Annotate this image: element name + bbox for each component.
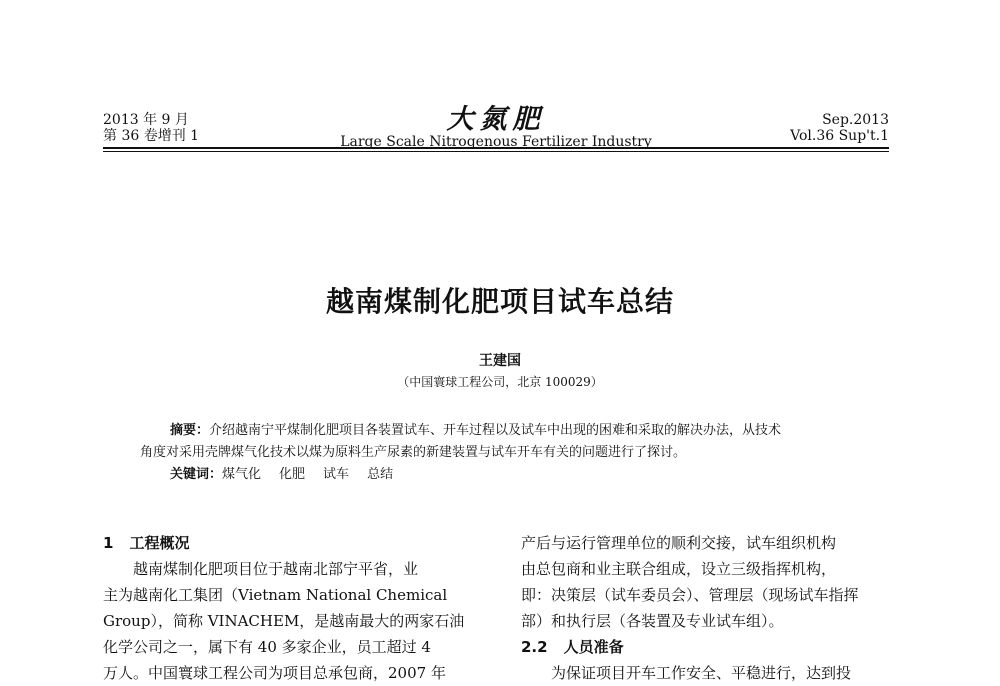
volume-en: Vol.36 Sup't.1: [790, 128, 889, 144]
body-line: 主为越南化工集团（Vietnam National Chemical: [103, 586, 448, 604]
body-line: 即：决策层（试车委员会）、管理层（现场试车指挥: [521, 586, 859, 604]
subsection-heading: [521, 634, 906, 660]
journal-masthead: [103, 106, 889, 150]
keyword: 总结: [367, 467, 394, 482]
abstract-line-2: 角度对采用壳牌煤气化技术以煤为原料生产尿素的新建装置与试车开车有关的问题进行了探讨。: [140, 445, 687, 460]
issue-date-en: Sep.2013: [822, 112, 889, 128]
body-line: 越南煤制化肥项目位于越南北部宁平省，业: [133, 560, 419, 578]
keywords-label: 关键词：: [170, 467, 223, 482]
body-line: 为保证项目开车工作安全、平稳进行，达到投: [551, 664, 852, 682]
volume-cn: 第 36 卷增刊 1: [103, 128, 200, 144]
abstract-text-1: 介绍越南宁平煤制化肥项目各装置试车、开车过程以及试车中出现的困难和采取的解决办法，从技术: [209, 423, 782, 438]
header-rule-thin: [103, 151, 889, 152]
subsection-number: 2.2: [521, 638, 548, 656]
body-line: 万人。中国寰球工程公司为项目总承包商，2007 年: [103, 664, 446, 682]
header-right: [790, 112, 889, 144]
abstract-block: [140, 420, 860, 486]
body-line: Group），简称 VINACHEM，是越南最大的两家石油: [103, 612, 465, 630]
body-line: 由总包商和业主联合组成，设立三级指挥机构，: [521, 560, 837, 578]
section-title: 工程概况: [129, 534, 190, 552]
keywords-line: [170, 464, 860, 486]
subsection-title: 人员准备: [563, 638, 624, 656]
body-line: 产后与运行管理单位的顺利交接，试车组织机构: [521, 534, 837, 552]
section-heading: [103, 530, 488, 556]
abstract-line-1: [140, 420, 860, 442]
keyword: 试车: [323, 467, 350, 482]
article-title: 越南煤制化肥项目试车总结: [325, 285, 674, 318]
journal-logo-cn: 大氮肥: [446, 104, 546, 135]
keyword: 煤气化: [222, 467, 262, 482]
body-column-right: [521, 530, 906, 686]
header-rule-thick: [103, 147, 889, 149]
journal-name-en: Large Scale Nitrogenous Fertilizer Industry: [340, 134, 652, 150]
body-line: 部）和执行层（各装置及专业试车组）。: [521, 612, 784, 630]
issue-date-cn: 2013 年 9 月: [103, 112, 189, 128]
abstract-label: 摘要：: [170, 423, 210, 438]
body-column-left: [103, 530, 488, 686]
body-line: 化学公司之一，属下有 40 多家企业，员工超过 4: [103, 638, 431, 656]
author-affiliation: （中国寰球工程公司，北京 100029）: [397, 375, 603, 389]
author-name: 王建国: [479, 353, 521, 369]
section-number: 1: [103, 534, 114, 552]
keyword: 化肥: [279, 467, 306, 482]
